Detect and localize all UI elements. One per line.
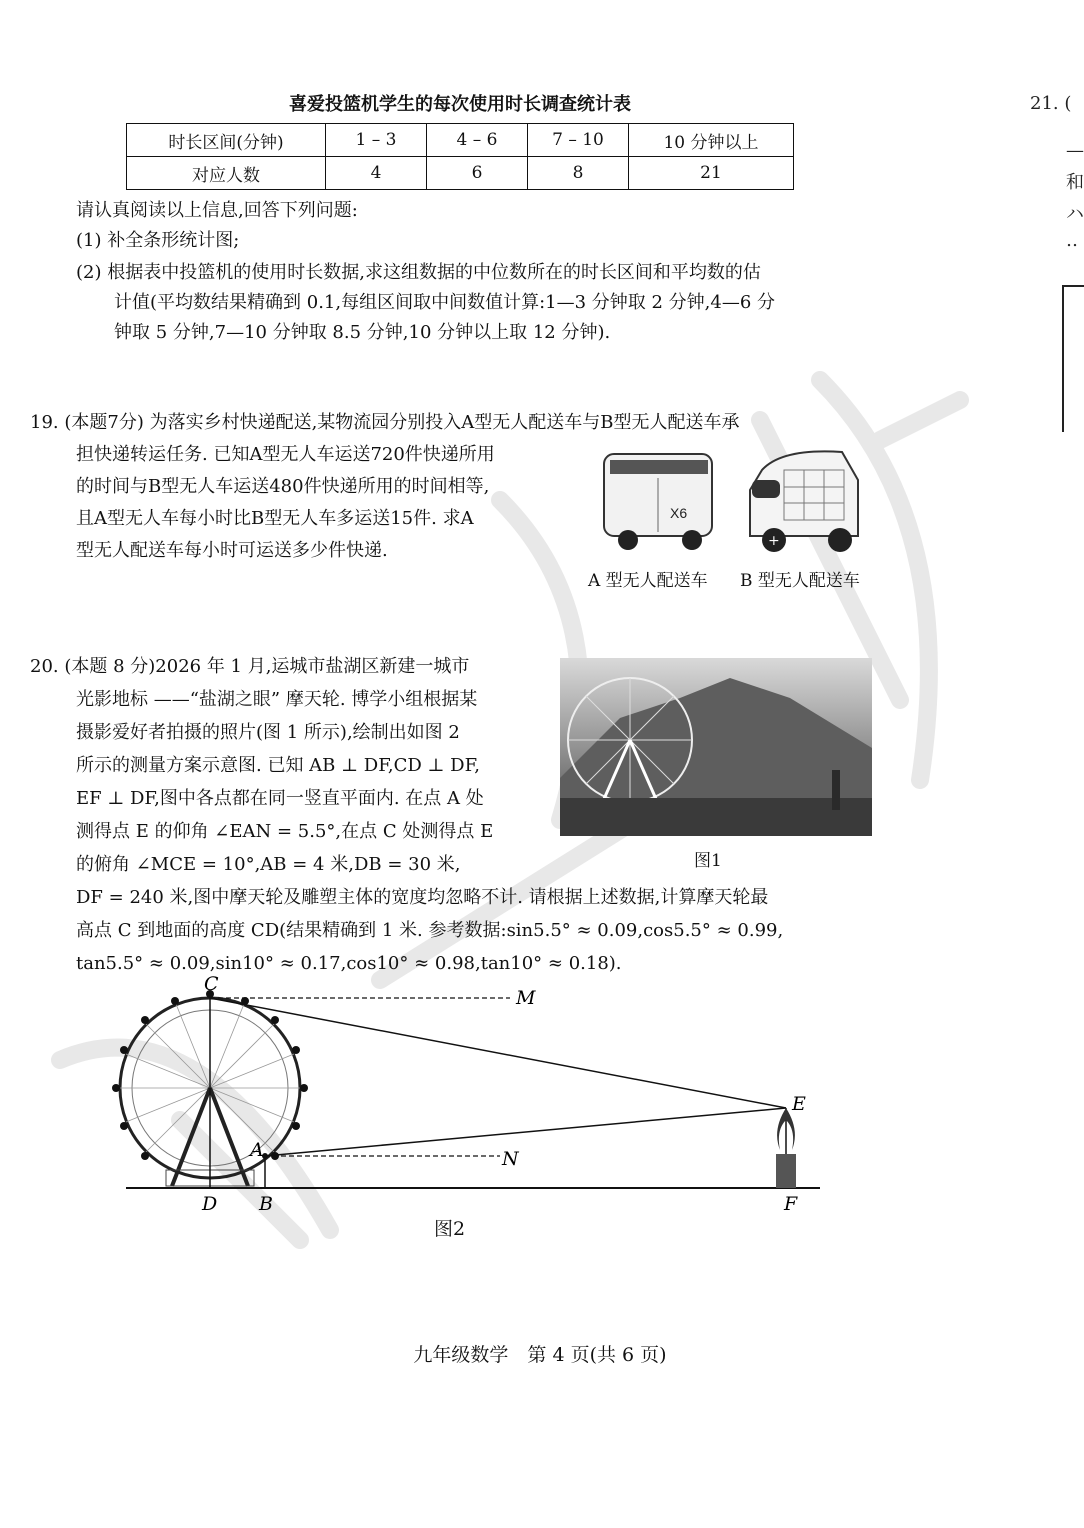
caption-van-b: B 型无人配送车 xyxy=(740,571,860,591)
q20-line: 光影地标 ——“盐湖之眼” 摩天轮. 博学小组根据某 xyxy=(76,689,478,710)
table-header-cell: 10 分钟以上 xyxy=(629,124,794,157)
q19-line: 且A型无人车每小时比B型无人车多运送15件. 求A xyxy=(76,508,474,529)
margin-fragment: — xyxy=(1066,140,1084,161)
q21-fragment: 21. ( xyxy=(1030,93,1072,114)
delivery-van-b-image xyxy=(742,440,866,558)
q19-line: 担快递转运任务. 已知A型无人车运送720件快递所用 xyxy=(76,444,495,465)
label-a: A xyxy=(250,1139,264,1161)
sculpture-drawing xyxy=(776,1108,796,1188)
table-cell: 4 xyxy=(326,157,427,190)
label-n: N xyxy=(502,1148,519,1170)
q19-line: 19. (本题7分) 为落实乡村快递配送,某物流园分别投入A型无人配送车与B型无人配送车承 xyxy=(30,412,740,433)
table-header-cell: 时长区间(分钟) xyxy=(127,124,326,157)
caption-van-a: A 型无人配送车 xyxy=(588,571,708,591)
question-18 xyxy=(76,196,896,356)
q20-line: 高点 C 到地面的高度 CD(结果精确到 1 米. 参考数据:sin5.5° ≈ 0.09,cos5.5° ≈ 0.99, xyxy=(76,920,784,941)
label-c: C xyxy=(204,973,219,995)
label-e: E xyxy=(792,1093,806,1115)
table-header-cell: 1 – 3 xyxy=(326,124,427,157)
q20-line: 20. (本题 8 分)2026 年 1 月,运城市盐湖区新建一城市 xyxy=(30,656,470,677)
q20-line: 测得点 E 的仰角 ∠EAN = 5.5°,在点 C 处测得点 E xyxy=(76,821,494,842)
table-row-label: 对应人数 xyxy=(127,157,326,190)
figure-2-caption: 图2 xyxy=(434,1218,466,1240)
ferris-wheel-photo xyxy=(560,658,872,836)
table-header-cell: 4 – 6 xyxy=(427,124,528,157)
q18-intro: 请认真阅读以上信息,回答下列问题: xyxy=(76,200,358,221)
q18-part2-line: 钟取 5 分钟,7—10 分钟取 8.5 分钟,10 分钟以上取 12 分钟). xyxy=(114,322,611,343)
q18-part1: (1) 补全条形统计图; xyxy=(76,230,240,251)
q20-line: 所示的测量方案示意图. 已知 AB ⊥ DF,CD ⊥ DF, xyxy=(76,755,481,776)
delivery-van-a-image xyxy=(598,448,722,556)
table-title: 喜爱投篮机学生的每次使用时长调查统计表 xyxy=(289,94,631,115)
q19-line: 的时间与B型无人车运送480件快递所用的时间相等, xyxy=(76,476,490,497)
table-cell: 6 xyxy=(427,157,528,190)
table-header-cell: 7 – 10 xyxy=(528,124,629,157)
margin-fragment: ハ xyxy=(1066,204,1084,225)
q19-line: 型无人配送车每小时可运送多少件快递. xyxy=(76,540,388,561)
margin-fragment: 和 xyxy=(1066,172,1084,193)
margin-fragment: ‥ xyxy=(1066,230,1079,251)
van-a-label: X6 xyxy=(670,505,688,521)
stats-table xyxy=(126,123,794,190)
label-m: M xyxy=(516,987,536,1009)
figure-2-diagram xyxy=(100,970,840,1220)
q18-part2-line: (2) 根据表中投篮机的使用时长数据,求这组数据的中位数所在的时长区间和平均数的估 xyxy=(76,262,761,283)
q20-line: DF = 240 米,图中摩天轮及雕塑主体的宽度均忽略不计. 请根据上述数据,计算摩天轮最 xyxy=(76,887,769,908)
figure-1-caption: 图1 xyxy=(694,851,722,871)
table-row xyxy=(127,157,794,190)
q20-line: 的俯角 ∠MCE = 10°,AB = 4 米,DB = 30 米, xyxy=(76,854,461,875)
table-header-row xyxy=(127,124,794,157)
label-b: B xyxy=(259,1193,273,1215)
q20-line: tan5.5° ≈ 0.09,sin10° ≈ 0.17,cos10° ≈ 0.98,tan10° ≈ 0.18). xyxy=(76,953,622,974)
table-cell: 8 xyxy=(528,157,629,190)
segment-ae xyxy=(265,1108,786,1156)
table-cell: 21 xyxy=(629,157,794,190)
svg-text:+: + xyxy=(768,533,780,549)
page-footer: 九年级数学 第 4 页(共 6 页) xyxy=(413,1344,667,1366)
q20-line: EF ⊥ DF,图中各点都在同一竖直平面内. 在点 A 处 xyxy=(76,788,484,809)
label-f: F xyxy=(784,1193,798,1215)
q20-line: 摄影爱好者拍摄的照片(图 1 所示),绘制出如图 2 xyxy=(76,722,460,743)
q18-part2-line: 计值(平均数结果精确到 0.1,每组区间取中间数值计算:1—3 分钟取 2 分钟,4—6 分 xyxy=(114,292,776,313)
margin-box-edge xyxy=(1062,285,1084,432)
label-d: D xyxy=(202,1193,218,1215)
